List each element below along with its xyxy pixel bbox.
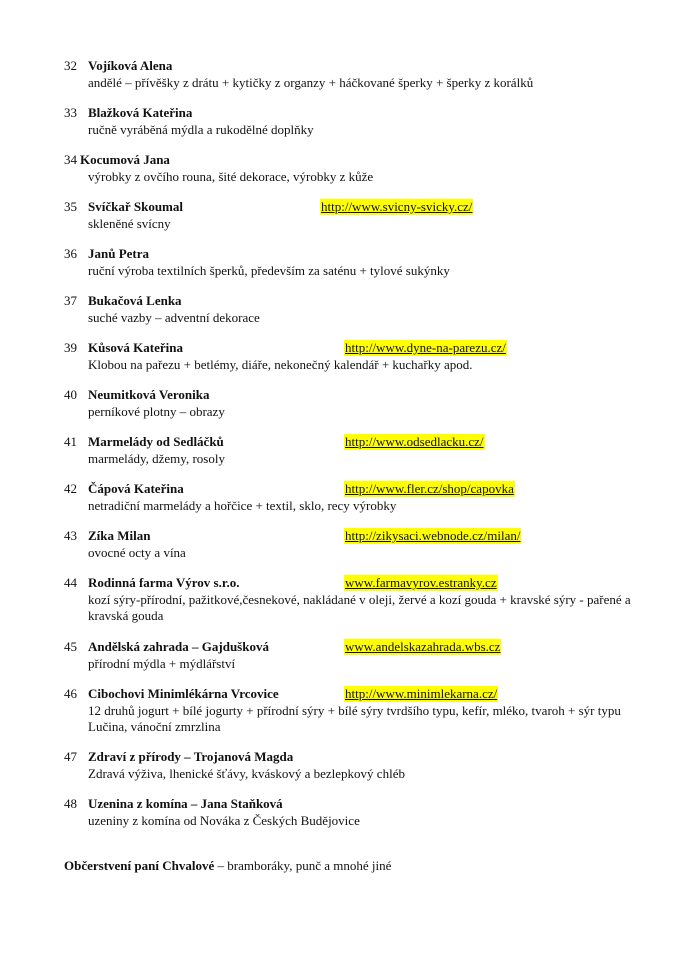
vendor-name: Zdraví z přírody – Trojanová Magda (88, 749, 294, 764)
vendor-website-link[interactable]: http://www.dyne-na-parezu.cz/ (345, 340, 506, 355)
entry-number: 44 (64, 575, 77, 590)
entry-number: 32 (64, 58, 77, 73)
vendor-name: Blažková Kateřina (88, 105, 193, 120)
vendor-description: Klobou na pařezu + betlémy, diáře, nekonečný kalendář + kuchařky apod. (88, 357, 473, 372)
vendor-description: ovocné octy a vína (88, 545, 186, 560)
entry-number: 36 (64, 246, 77, 261)
vendor-name: Neumitková Veronika (88, 387, 210, 402)
entry-number: 39 (64, 340, 77, 355)
vendor-entry-42 (64, 481, 654, 514)
vendor-website-link[interactable]: http://www.svicny-svicky.cz/ (321, 199, 473, 214)
vendor-entry-32 (64, 58, 654, 91)
vendor-entry-44 (64, 575, 654, 624)
vendor-entry-34 (64, 152, 654, 185)
vendor-name: Čápová Kateřina (88, 481, 184, 496)
vendor-description: 12 druhů jogurt + bílé jogurty + přírodní sýry + bílé sýry tvrdšího typu, kefír, mléko, tvaroh + sýr typu Lučina, vánoční zmrzlina (88, 703, 621, 734)
vendor-description: přírodní mýdla + mýdlářství (88, 656, 236, 671)
vendor-entry-35 (64, 199, 654, 232)
vendor-name: Zíka Milan (88, 528, 151, 543)
vendor-name: Uzenina z komína – Jana Staňková (88, 796, 283, 811)
refreshments-note (64, 858, 391, 874)
vendor-description: andělé – přívěšky z drátu + kytičky z organzy + háčkované šperky + šperky z korálků (88, 75, 534, 90)
entry-number: 42 (64, 481, 77, 496)
vendor-description: skleněné svícny (88, 216, 171, 231)
vendor-entry-43 (64, 528, 654, 561)
vendor-name: Rodinná farma Výrov s.r.o. (88, 575, 240, 590)
entry-number: 40 (64, 387, 77, 402)
vendor-name: Janů Petra (88, 246, 150, 261)
entry-number: 41 (64, 434, 77, 449)
vendor-description: ruční výroba textilních šperků, především za saténu + tylové sukýnky (88, 263, 450, 278)
vendor-website-link[interactable]: http://www.fler.cz/shop/capovka (345, 481, 514, 496)
vendor-name: Kůsová Kateřina (88, 340, 183, 355)
vendor-description: ručně vyráběná mýdla a rukodělné doplňky (88, 122, 314, 137)
vendor-entry-37 (64, 293, 654, 326)
vendor-description: kozí sýry-přírodní, pažitkové,česnekové, nakládané v oleji, žervé a kozí gouda + kravské sýry - pařené a kravská gouda (88, 592, 631, 623)
entry-number: 33 (64, 105, 77, 120)
vendor-website-link[interactable]: www.andelskazahrada.wbs.cz (345, 639, 501, 654)
vendor-description: marmelády, džemy, rosoly (88, 451, 225, 466)
vendor-description: perníkové plotny – obrazy (88, 404, 225, 419)
vendor-name: Vojíková Alena (88, 58, 173, 73)
entry-number: 48 (64, 796, 77, 811)
vendor-website-link[interactable]: http://zikysaci.webnode.cz/milan/ (345, 528, 521, 543)
vendor-entry-41 (64, 434, 654, 467)
vendor-name: Marmelády od Sedláčků (88, 434, 224, 449)
vendor-name: Svíčkař Skoumal (88, 199, 183, 214)
vendor-name: Andělská zahrada – Gajdušková (88, 639, 269, 654)
entry-number: 35 (64, 199, 77, 214)
vendor-description: suché vazby – adventní dekorace (88, 310, 260, 325)
vendor-name: Bukačová Lenka (88, 293, 182, 308)
entry-number: 43 (64, 528, 77, 543)
entry-number: 45 (64, 639, 77, 654)
refreshments-title: Občerstvení paní Chvalové (64, 858, 215, 873)
entry-number: 37 (64, 293, 77, 308)
vendor-entry-47 (64, 749, 654, 782)
vendor-name: Kocumová Jana (80, 152, 170, 167)
vendor-entry-33 (64, 105, 654, 138)
vendor-name: Cibochovi Minimlékárna Vrcovice (88, 686, 279, 701)
vendor-description: výrobky z ovčího rouna, šité dekorace, výrobky z kůže (88, 169, 374, 184)
vendor-description: netradiční marmelády a hořčice + textil, sklo, recy výrobky (88, 498, 397, 513)
vendor-entry-40 (64, 387, 654, 420)
vendor-website-link[interactable]: www.farmavyrov.estranky.cz (345, 575, 497, 590)
vendor-entry-46 (64, 686, 654, 735)
entry-number: 34 (64, 152, 77, 167)
vendor-website-link[interactable]: http://www.odsedlacku.cz/ (345, 434, 484, 449)
vendor-description: uzeniny z komína od Nováka z Českých Budějovice (88, 813, 360, 828)
refreshments-description: – bramboráky, punč a mnohé jiné (214, 858, 392, 873)
vendor-entry-45 (64, 639, 654, 672)
entry-number: 47 (64, 749, 77, 764)
vendor-description: Zdravá výživa, lhenické šťávy, kváskový a bezlepkový chléb (88, 766, 405, 781)
vendor-entry-36 (64, 246, 654, 279)
entry-number: 46 (64, 686, 77, 701)
vendor-entry-39 (64, 340, 654, 373)
vendor-website-link[interactable]: http://www.minimlekarna.cz/ (345, 686, 498, 701)
vendor-entry-48 (64, 796, 654, 829)
